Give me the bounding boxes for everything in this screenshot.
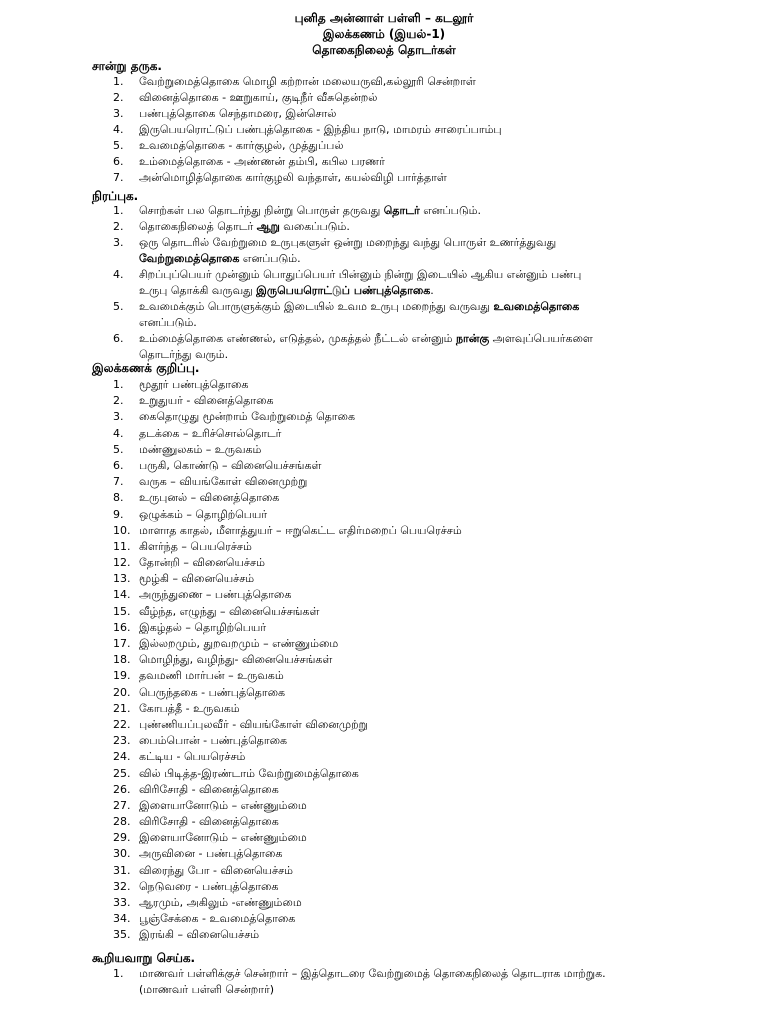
item-number: 20. (113, 685, 131, 699)
item-text: ஆரமும், அகிலும் -எண்ணும்மை (139, 896, 302, 909)
item-number: 16. (113, 620, 131, 634)
item-number: 32. (113, 879, 131, 893)
item-text (139, 267, 609, 299)
item-text: புண்ணியப்புலவீர் - வியங்கோள் வினைமுற்று (139, 717, 368, 731)
item-text: கிளர்ந்த – பெயரெச்சம் (139, 539, 252, 553)
item-number: 19. (113, 669, 131, 683)
item-number: 12. (113, 556, 131, 570)
item-prefix: சொற்கள் பல தொடர்ந்து நின்று பொருள் தருவது (139, 204, 384, 217)
item-text: தடக்கை – உரிச்சொல்தொடர் (139, 426, 282, 440)
item-text: கைதொழுது மூன்றாம் வேற்றுமைத் தொகை (139, 410, 355, 424)
item-number: 11. (113, 539, 131, 553)
item-text: பெருந்தகை - பண்புத்தொகை (139, 685, 286, 699)
item-number: 26. (113, 782, 131, 796)
item-number: 9. (113, 507, 124, 521)
item-text: உம்மைத்தொகை - அண்ணன் தம்பி, கபில பரணர் (139, 155, 385, 168)
item-suffix: வகைப்படும். (279, 220, 350, 233)
item-text: விரிசோதி - வினைத்தொகை (139, 782, 279, 796)
item-text: வீழ்ந்த, எழுந்து – வினையெச்சங்கள் (139, 604, 320, 618)
item-text: விரிசோதி - வினைத்தொகை (139, 815, 279, 829)
item-number: 3. (113, 236, 124, 249)
section-grammar-title: இலக்கணக் குறிப்பு. (92, 361, 200, 375)
item-number: 4. (113, 426, 124, 440)
item-text: ஒழுக்கம் – தொழிற்பெயர் (139, 507, 268, 521)
answer-text: இருபெயரொட்டுப் பண்புத்தொகை (256, 284, 431, 297)
item-text: மூழ்கி – வினையெச்சம் (139, 572, 255, 586)
item-number: 14. (113, 588, 131, 602)
item-number: 5. (113, 139, 124, 152)
item-suffix: எனப்படும். (419, 204, 482, 217)
item-prefix: உவமைக்கும் பொருளுக்கும் இடையில் உவம உருபு மறைந்து வருவது (139, 300, 494, 313)
item-number: 1. (113, 967, 124, 980)
item-text: பைம்பொன் - பண்புத்தொகை (139, 734, 288, 748)
item-text: அன்மொழித்தொகை கார்குழலி வந்தாள், கயல்விழி பார்த்தாள் (139, 171, 447, 184)
item-prefix: சிறப்புப்பெயர் முன்னும் பொதுப்பெயர் பின்னும் நின்று இடையில் ஆகிய என்னும் பண்பு உருபு தொக்கி வருவது (139, 268, 582, 297)
item-prefix: தொகைநிலைத் தொடர் (139, 220, 257, 233)
item-number: 4. (113, 268, 124, 281)
item-number: 4. (113, 123, 124, 136)
item-text (139, 235, 609, 267)
item-number: 5. (113, 442, 124, 456)
item-number: 2. (113, 394, 124, 408)
item-number: 23. (113, 734, 131, 748)
item-text (139, 219, 609, 235)
item-number: 27. (113, 798, 131, 812)
item-number: 1. (113, 75, 124, 88)
topic-title: தொகைநிலைத் தொடர்கள் (312, 43, 456, 57)
item-text: தவமணி மார்பன் – உருவகம் (139, 669, 284, 683)
item-text: வருக – வியங்கோள் வினைமுற்று (139, 475, 308, 489)
section-fill-title: நிரப்புக. (92, 189, 139, 203)
item-text (139, 203, 609, 219)
item-suffix: எனப்படும். (239, 252, 301, 265)
item-text: கோபத்தீ - உருவகம் (139, 701, 240, 715)
item-number: 33. (113, 896, 131, 909)
item-text (139, 299, 609, 331)
item-suffix: எனப்படும். (139, 316, 197, 329)
item-number: 13. (113, 572, 131, 586)
item-number: 31. (113, 863, 131, 877)
item-number: 25. (113, 766, 131, 780)
answer-text: ஆறு (256, 220, 280, 233)
item-text: மாளாத காதல், மீளாத்துயர் – ஈறுகெட்ட எதிர்மறைப் பெயரெச்சம் (139, 523, 462, 537)
item-number: 34. (113, 912, 131, 926)
item-text: இருபெயரொட்டுப் பண்புத்தொகை - இந்திய நாடு, மாமரம் சாரைப்பாம்பு (139, 123, 502, 136)
section-examples-title: சான்று தருக. (92, 59, 162, 73)
item-text: இல்லறமும், துறவறமும் – எண்ணும்மை (139, 637, 339, 650)
item-text: இகழ்தல் – தொழிற்பெயர் (139, 620, 267, 634)
item-prefix: உம்மைத்தொகை எண்ணல், எடுத்தல், முகத்தல் நீட்டல் என்னும் (139, 332, 456, 345)
item-number: 28. (113, 815, 131, 829)
item-text: உறுதுயர் - வினைத்தொகை (139, 394, 274, 408)
answer-text: உவமைத்தொகை (493, 300, 580, 313)
item-text: அருந்துணை – பண்புத்தொகை (139, 588, 292, 602)
item-number: 2. (113, 91, 124, 104)
lesson-title: இலக்கணம் (இயல்-1) (322, 27, 446, 41)
item-text: வேற்றுமைத்தொகை மொழி கற்றான் மலையருவி,கல்லூரி சென்றாள் (139, 75, 476, 88)
item-text: பருகி, கொண்டு – வினையெச்சங்கள் (139, 458, 322, 472)
school-name: புனித அன்னாள் பள்ளி – கடலூர் (294, 11, 474, 25)
answer-text: தொடர் (383, 204, 420, 217)
item-number: 29. (113, 831, 131, 845)
item-text: பண்புத்தொகை செந்தாமரை, இன்சொல் (139, 107, 337, 120)
item-number: 3. (113, 107, 124, 120)
item-text: அருவினை - பண்புத்தொகை (139, 847, 283, 861)
item-text: இளையானோடும் – எண்ணும்மை (139, 798, 307, 812)
item-number: 6. (113, 458, 124, 472)
section-transform-title: கூறியவாறு செய்க. (92, 951, 196, 965)
item-text: உருபுனல் – வினைத்தொகை (139, 491, 280, 505)
answer-text: நான்கு (455, 332, 490, 345)
item-text: தோன்றி – வினையெச்சம் (139, 556, 265, 570)
item-text: இளையானோடும் – எண்ணும்மை (139, 831, 307, 845)
item-number: 21. (113, 701, 131, 715)
item-number: 5. (113, 300, 124, 313)
item-text (139, 331, 609, 363)
item-text: வினைத்தொகை - ஊறுகாய், குடிநீர் வீசுதென்றல் (139, 91, 378, 104)
item-number: 1. (113, 378, 124, 391)
item-number: 10. (113, 523, 131, 537)
item-suffix: . (430, 284, 434, 297)
item-number: 1. (113, 204, 124, 217)
item-number: 6. (113, 332, 124, 345)
item-number: 3. (113, 410, 124, 424)
item-number: 18. (113, 653, 131, 667)
item-number: 17. (113, 637, 131, 650)
item-text: கட்டிய - பெயரெச்சம் (139, 750, 246, 764)
item-number: 7. (113, 171, 124, 184)
item-number: 22. (113, 717, 131, 731)
item-text: விரைந்து போ - வினையெச்சம் (139, 863, 294, 877)
item-text: மூதூர் பண்புத்தொகை (139, 378, 249, 391)
item-text: உவமைத்தொகை - கார்குழல், முத்துப்பல் (139, 139, 344, 152)
item-number: 6. (113, 155, 124, 168)
item-suffix: அளவுப்பெயர்களை தொடர்ந்து வரும். (139, 332, 593, 361)
item-text: நெடுவரை - பண்புத்தொகை (139, 879, 279, 893)
item-number: 24. (113, 750, 131, 764)
item-number: 8. (113, 491, 124, 505)
answer-text: வேற்றுமைத்தொகை (139, 252, 240, 265)
item-number: 35. (113, 928, 131, 942)
item-text: இரங்கி – வினையெச்சம் (139, 928, 260, 942)
item-prefix: ஒரு தொடரில் வேற்றுமை உருபுகளுள் ஒன்று மறைந்து வந்து பொருள் உணர்த்துவது (139, 236, 557, 249)
item-number: 15. (113, 604, 131, 618)
item-text: மொழிந்து, வழிந்து- வினையெச்சங்கள் (139, 653, 333, 667)
item-number: 7. (113, 475, 124, 489)
item-text: வில் பிடித்த-இரண்டாம் வேற்றுமைத்தொகை (139, 766, 359, 780)
item-number: 2. (113, 220, 124, 233)
item-text: மாணவர் பள்ளிக்குச் சென்றார் – இத்தொடரை வேற்றுமைத் தொகைநிலைத் தொடராக மாற்றுக. (மாணவர் பள்ளி சென்றார்) (139, 967, 606, 996)
item-text: மண்ணுலகம் – உருவகம் (139, 442, 262, 456)
item-number: 30. (113, 847, 131, 861)
item-text: பூஞ்சேக்கை - உவமைத்தொகை (139, 912, 296, 926)
